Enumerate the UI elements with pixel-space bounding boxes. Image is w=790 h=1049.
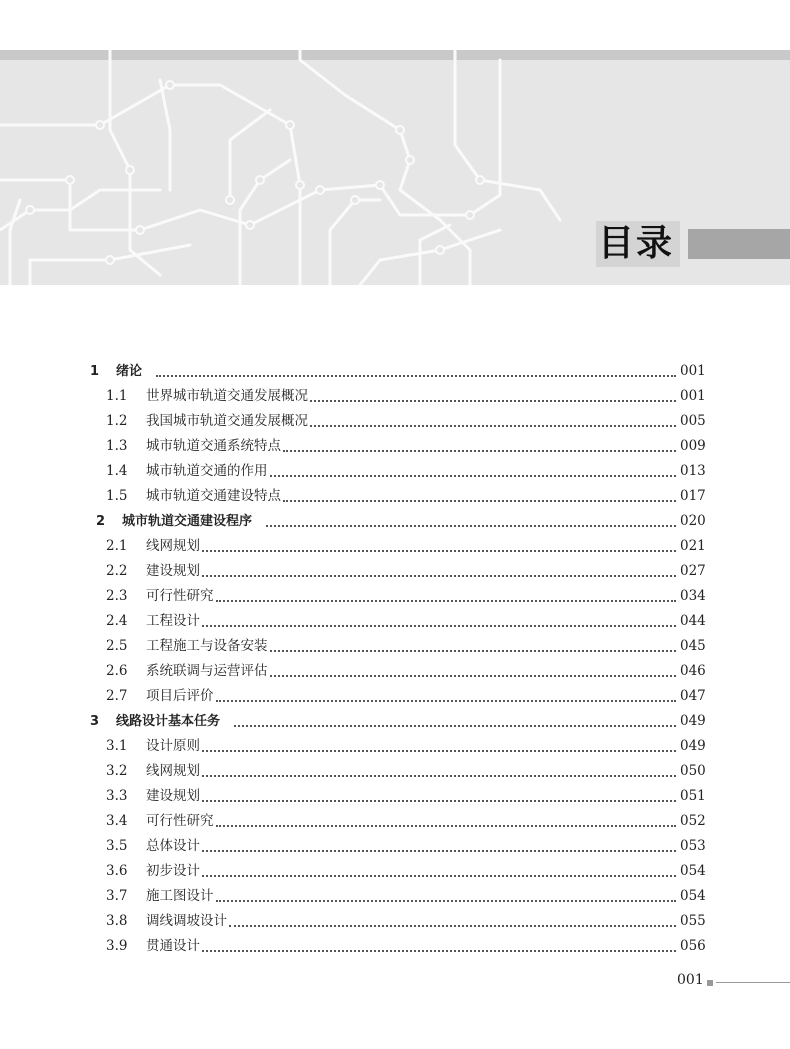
toc-section-row: [0, 584, 790, 609]
toc-entry-page: 051: [680, 788, 706, 804]
toc-entry-title: 可行性研究: [146, 813, 214, 829]
toc-entry-title: 线路设计基本任务: [116, 714, 221, 729]
toc-entry-title: 项目后评价: [146, 688, 214, 704]
toc-entry-title: 城市轨道交通的作用: [146, 463, 268, 479]
toc-dot-leader: [283, 500, 676, 502]
toc-dot-leader: [234, 725, 676, 727]
toc-section-row: [0, 684, 790, 709]
toc-entry-page: 049: [680, 738, 706, 754]
footer-page-number: 001: [677, 972, 704, 988]
title-decoration-bar: [688, 229, 790, 259]
toc-entry-page: 034: [680, 588, 706, 604]
toc-entry-number: 2.4: [106, 613, 128, 629]
toc-entry-page: 013: [680, 463, 706, 479]
toc-entry-title: 贯通设计: [146, 938, 200, 954]
toc-dot-leader: [202, 575, 676, 577]
toc-section-row: [0, 784, 790, 809]
toc-chapter-row: [0, 359, 790, 384]
toc-entry-page: 049: [680, 713, 706, 729]
toc-entry-title: 建设规划: [146, 788, 200, 804]
toc-dot-leader: [270, 650, 676, 652]
toc-entry-title: 设计原则: [146, 738, 200, 754]
toc-entry-title: 城市轨道交通建设特点: [146, 488, 281, 504]
toc-entry-title: 线网规划: [146, 763, 200, 779]
toc-entry-page: 054: [680, 863, 706, 879]
toc-entry-title: 工程施工与设备安装: [146, 638, 268, 654]
toc-entry-page: 021: [680, 538, 706, 554]
toc-entry-page: 001: [680, 363, 706, 379]
toc-entry-page: 020: [680, 513, 706, 529]
toc-entry-number: 3: [90, 714, 100, 729]
footer-rule: [716, 982, 790, 983]
toc-dot-leader: [310, 425, 676, 427]
toc-entry-title: 城市轨道交通建设程序: [122, 514, 253, 529]
toc-section-row: [0, 409, 790, 434]
toc-section-row: [0, 734, 790, 759]
toc-entry-page: 050: [680, 763, 706, 779]
toc-entry-number: 2.5: [106, 638, 128, 654]
toc-entry-title: 可行性研究: [146, 588, 214, 604]
toc-entry-page: 055: [680, 913, 706, 929]
toc-dot-leader: [216, 700, 676, 702]
toc-entry-number: 3.3: [106, 788, 128, 804]
toc-entry-page: 046: [680, 663, 706, 679]
toc-section-row: [0, 559, 790, 584]
toc-entry-number: 1.3: [106, 438, 128, 454]
toc-entry-number: 2: [96, 514, 106, 529]
toc-entry-number: 2.3: [106, 588, 128, 604]
toc-dot-leader: [202, 800, 676, 802]
toc-entry-page: 005: [680, 413, 706, 429]
toc-section-row: [0, 459, 790, 484]
toc-entry-title: 绪论: [116, 364, 143, 379]
toc-entry-number: 3.9: [106, 938, 128, 954]
toc-entry-title: 总体设计: [146, 838, 200, 854]
toc-section-row: [0, 759, 790, 784]
toc-entry-page: 027: [680, 563, 706, 579]
toc-entry-number: 3.2: [106, 763, 128, 779]
toc-entry-page: 017: [680, 488, 706, 504]
toc-dot-leader: [216, 900, 676, 902]
toc-section-row: [0, 609, 790, 634]
toc-dot-leader: [156, 375, 676, 377]
toc-entry-number: 1.4: [106, 463, 128, 479]
toc-entry-page: 045: [680, 638, 706, 654]
toc-entry-page: 053: [680, 838, 706, 854]
toc-section-row: [0, 884, 790, 909]
toc-entry-title: 城市轨道交通系统特点: [146, 438, 281, 454]
toc-entry-page: 001: [680, 388, 706, 404]
toc-entry-title: 线网规划: [146, 538, 200, 554]
toc-section-row: [0, 484, 790, 509]
toc-section-row: [0, 859, 790, 884]
toc-entry-number: 2.7: [106, 688, 128, 704]
toc-entry-number: 1.5: [106, 488, 128, 504]
toc-dot-leader: [202, 875, 676, 877]
toc-entry-number: 3.5: [106, 838, 128, 854]
toc-entry-number: 3.7: [106, 888, 128, 904]
toc-entry-page: 044: [680, 613, 706, 629]
toc-dot-leader: [270, 475, 676, 477]
toc-dot-leader: [202, 950, 676, 952]
toc-entry-title: 工程设计: [146, 613, 200, 629]
toc-chapter-row: [0, 709, 790, 734]
toc-section-row: [0, 934, 790, 959]
toc-dot-leader: [202, 550, 676, 552]
toc-dot-leader: [202, 850, 676, 852]
toc-entry-number: 1.1: [106, 388, 128, 404]
toc-section-row: [0, 634, 790, 659]
toc-dot-leader: [270, 675, 676, 677]
toc-dot-leader: [216, 600, 676, 602]
toc-section-row: [0, 909, 790, 934]
toc-section-row: [0, 384, 790, 409]
toc-dot-leader: [202, 625, 676, 627]
toc-entry-number: 3.8: [106, 913, 128, 929]
footer-square-marker: [707, 980, 713, 986]
toc-chapter-row: [0, 509, 790, 534]
toc-dot-leader: [202, 750, 676, 752]
toc-entry-title: 系统联调与运营评估: [146, 663, 268, 679]
toc-entry-number: 3.6: [106, 863, 128, 879]
toc-entry-page: 056: [680, 938, 706, 954]
toc-entry-title: 建设规划: [146, 563, 200, 579]
toc-dot-leader: [229, 925, 676, 927]
toc-section-row: [0, 534, 790, 559]
toc-entry-title: 世界城市轨道交通发展概况: [146, 388, 308, 404]
toc-entry-title: 调线调坡设计: [146, 913, 227, 929]
toc-entry-title: 初步设计: [146, 863, 200, 879]
toc-entry-number: 3.1: [106, 738, 128, 754]
toc-section-row: [0, 659, 790, 684]
toc-entry-page: 009: [680, 438, 706, 454]
page-title: 目录: [598, 223, 675, 264]
toc-dot-leader: [283, 450, 676, 452]
toc-entry-number: 1.2: [106, 413, 128, 429]
toc-entry-title: 我国城市轨道交通发展概况: [146, 413, 308, 429]
toc-section-row: [0, 434, 790, 459]
toc-dot-leader: [216, 825, 676, 827]
toc-entry-page: 047: [680, 688, 706, 704]
toc-dot-leader: [310, 400, 676, 402]
toc-entry-title: 施工图设计: [146, 888, 214, 904]
toc-section-row: [0, 834, 790, 859]
toc-entry-number: 2.2: [106, 563, 128, 579]
toc-dot-leader: [266, 525, 676, 527]
toc-section-row: [0, 809, 790, 834]
toc-entry-number: 3.4: [106, 813, 128, 829]
toc-entry-page: 054: [680, 888, 706, 904]
toc-entry-number: 2.6: [106, 663, 128, 679]
toc-entry-page: 052: [680, 813, 706, 829]
toc-dot-leader: [202, 775, 676, 777]
toc-entry-number: 1: [90, 364, 100, 379]
toc-entry-number: 2.1: [106, 538, 128, 554]
